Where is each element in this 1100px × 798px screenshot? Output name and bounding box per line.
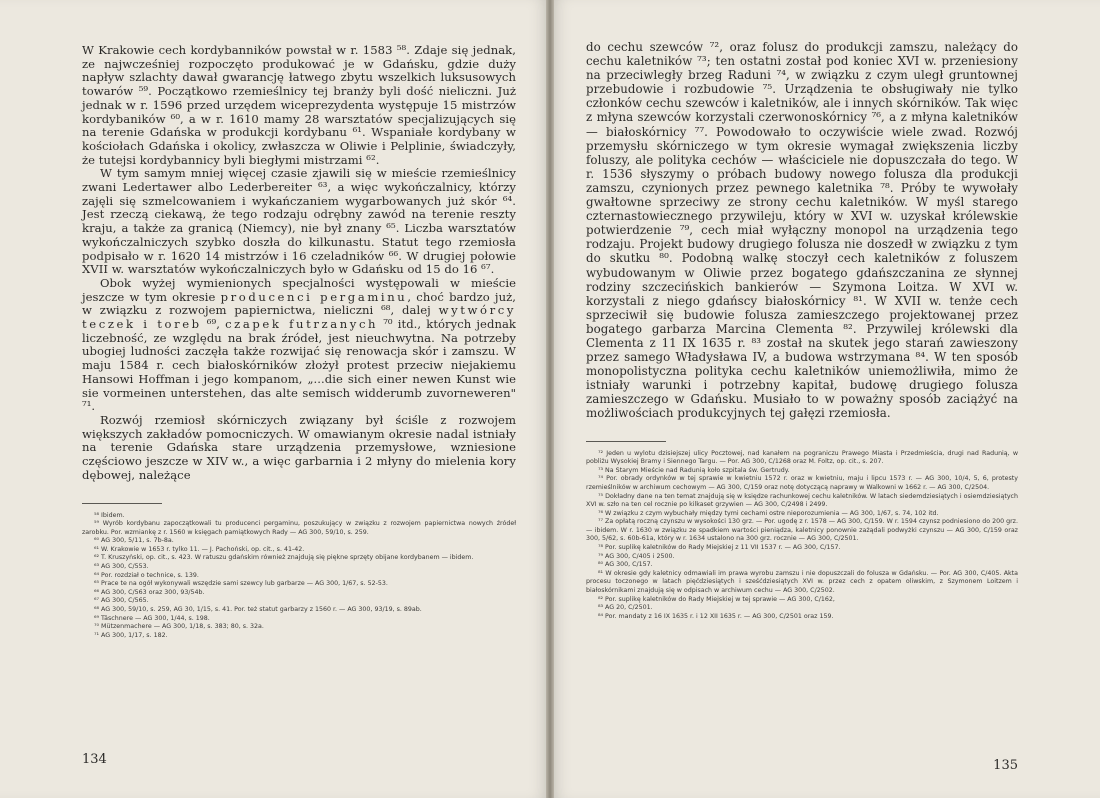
- footnote-72: ⁷² Jeden u wylotu dzisiejszej ulicy Pocztowej, nad kanałem na pograniczu Prawego Miasta i Przedmieścia, drugi nad Radunią, w pobliżu Wysokiej Bramy i Siennego Targu. — Por. AG 300, C/1268 oraz M. Foltz, op. cit., s. 207.: [586, 449, 1018, 466]
- footnote-75: ⁷⁵ Dokładny dane na ten temat znajdują się w księdze rachunkowej cechu kaletników. W latach siedemdziesiątych i osiemdziesiątych XVI w. szło na ten cel rocznie po kilkaset grzywien — AG 300, C/2498 i 2499.: [586, 492, 1018, 509]
- footnote-73: ⁷³ Na Starym Mieście nad Radunią koło szpitala św. Gertrudy.: [598, 466, 790, 474]
- p3-text-a: Obok wyżej wymienionych specjalności występowali w mieście jeszcze w tym okresie: [82, 275, 516, 304]
- footnote-82: ⁸² Por. suplikę kaletników do Rady Miejskiej w tej sprawie — AG 300, C/162,: [598, 595, 835, 603]
- footnote-70: ⁷⁰ Mützenmachere — AG 300, 1/18, s. 383; 80, s. 32a.: [94, 623, 264, 631]
- left-footnote-divider: [82, 503, 162, 504]
- footnote-61: ⁶¹ W. Krakowie w 1653 r. tylko 11. — J. Pachoński, op. cit., s. 41-42.: [94, 545, 305, 553]
- left-body-text: [82, 44, 516, 483]
- footnote-58: ⁵⁸ Ibidem.: [94, 511, 125, 519]
- footnote-63: ⁶³ AG 300, C/553.: [94, 563, 149, 571]
- footnote-79: ⁷⁹ AG 300, C/405 i 2500.: [598, 552, 675, 560]
- p3-spaced-parchment: producenci pergaminu: [220, 289, 408, 304]
- footnote-62: ⁶² T. Kruszyński, op. cit., s. 423. W ratuszu gdańskim również znajdują się piękne sprzęty obijane kordybanem — ibidem.: [94, 554, 474, 562]
- p3-spaced-bags: wytwórcy teczek i toreb: [82, 303, 516, 332]
- footnote-76: ⁷⁶ W związku z czym wybuchały między tymi cechami ostre nieporozumienia — AG 300, 1/67, s. 74, 102 itd.: [598, 509, 939, 517]
- p3-text-g: ⁷⁰ itd., których jednak liczebność, ze względu na brak źródeł, jest nieuchwytna. Na potrzeby ubogiej ludności zaczęła także rozwijać się renowacja skór i zamszu. W maju 1584 r. cech białoskórników złożył protest przeciw niejakiemu Hansowi Hoffman i jego kompanom, „...die sich einer newen Kunst wie sie vormeinen unterstehen, das alte semisch widderumb zuvorneweren" ⁷¹.: [82, 317, 516, 414]
- footnote-65: ⁶⁵ Prace te na ogół wykonywali wszędzie sami szewcy lub garbarze — AG 300, 1/67, s. 52-53.: [94, 580, 388, 588]
- footnote-77: ⁷⁷ Za opłatą roczną czynszu w wysokości 130 grz. — Por. ugodę z r. 1578 — AG 300, C/159. W r. 1594 czynsz podniesiono do 200 grz. — ibidem. W r. 1630 w związku ze spadkiem wartości pieniądza, kaletnicy ponownie zażądali podwyżki czynszu — AG 300, C/159 oraz 300, 5/62, s. 60b-61a, który w r. 1634 ustalono na 300 grz. rocznie — AG 300, C/2501.: [586, 518, 1018, 543]
- footnote-81: ⁸¹ W okresie gdy kaletnicy odmawiali im prawa wyrobu zamszu i nie dopuszczali do folusza w Gdańsku. — Por. AG 300, C/405. Akta procesu toczonego w latach pięćdziesiątych i sześćdziesiątych XVI w. przez cech z opatem oliwskim, z Szymonem Loitzem i białoskórnikami znajdują się w odpisach w archiwum cechu — AG 300, C/2502.: [586, 569, 1018, 595]
- p3-text-e: ⁶⁹,: [201, 317, 226, 332]
- book-gutter: [546, 0, 554, 798]
- footnote-78: ⁷⁸ Por. suplikę kaletników do Rady Miejskiej z 11 VII 1537 r. — AG 300, C/157.: [598, 544, 841, 552]
- footnote-74: ⁷⁴ Por. obrady ordynków w tej sprawie w kwietniu 1572 r. oraz w kwietniu, maju i lipcu 1573 r. — AG 300, 10/4, 5, 6, protesty rzemieślników w archiwum cechowym — AG 300, C/159 oraz notę dotyczącą naprawy w Walkowni w 1662 r. — AG 300, C/2504.: [586, 475, 1018, 491]
- footnote-83: ⁸³ AG 20, C/2501.: [598, 604, 653, 612]
- left-paragraph-2: W tym samym mniej więcej czasie zjawili się w mieście rzemieślnicy zwani Ledertawer albo Lederbereiter ⁶³, a więc wykończalnicy, którzy zajęli się szmelcowaniem i wykańczaniem wygarbowanych już skór ⁶⁴. Jest rzeczą ciekawą, że tego rodzaju odrębny zawód na terenie reszty kraju, a także za granicą (Niemcy), nie był znany ⁶⁵. Liczba warsztatów wykończalniczych szybko doszła do kilkunastu. Statut tego rzemiosła podpisało w r. 1620 14 mistrzów i 16 czeladników ⁶⁶. W drugiej połowie XVII w. warsztatów wykończalniczych było w Gdańsku od 15 do 16 ⁶⁷.: [82, 166, 516, 277]
- right-body-text: [586, 40, 1018, 421]
- right-paragraph-1: do cechu szewców ⁷², oraz folusz do produkcji zamszu, należący do cechu kaletników ⁷³; ten ostatni został pod koniec XVI w. przeniesiony na przeciwległy brzeg Raduni ⁷⁴, w związku z czym uległ gruntownej przebudowie i rozbudowie ⁷⁵. Urządzenia te obsługiwały nie tylko członków cechu szewców i kaletników, ale i innych skórników. Tak więc z młyna szewców korzystali czerwonoskórnicy ⁷⁶, a z młyna kaletników — białoskórnicy ⁷⁷. Powodowało to oczywiście wiele zwad. Rozwój przemysłu skórniczego w tym okresie wymagał zwiększenia liczby foluszy, ale polityka cechów — właściciele nie dopuszczała do tego. W r. 1536 słyszymy o próbach budowy nowego folusza dla produkcji zamszu, czynionych przez pewnego kaletnika ⁷⁸. Próby te wywołały gwałtowne sprzeciwy ze strony cechu kaletników. W myśl starego czternastowiecznego przywileju, który w XVI w. uzyskał królewskie potwierdzenie ⁷⁹, cech miał wyłączny monopol na urządzenia tego rodzaju. Projekt budowy drugiego folusza nie doszedł w związku z tym do skutku ⁸⁰. Podobną walkę stoczył cech kaletników z foluszem wybudowanym w Oliwie przez bogatego gdańszczanina ze słynnej rodziny szczecińskich bankierów — Szymona Loitza. W XVI w. korzystali z niego gdańscy białoskórnicy ⁸¹. W XVII w. tenże cech sprzeciwił się budowie folusza zamieszczego projektowanej przez bogatego garbarza Marcina Clementa ⁸². Przywilej królewski dla Clementa z 11 IX 1635 r. ⁸³ został na skutek jego starań zawieszony przez samego Władysława IV, a budowa wstrzymana ⁸⁴. W ten sposób monopolistyczna polityka cechu kaletników uniemożliwiła, mimo że istniały warunki i potrzebny kapitał, budowę drugiego folusza zamieszczego w Gdańsku. Musiało to w poważny sposób zaciążyć na możliwościach produkcyjnych tej gałęzi rzemiosła.: [586, 40, 1018, 421]
- footnote-64: ⁶⁴ Por. rozdział o technice, s. 139.: [94, 571, 199, 579]
- left-paragraph-3: [82, 277, 516, 414]
- left-paragraph-4: Rozwój rzemiosł skórniczych związany był ściśle z rozwojem większych zakładów pomocniczych. W omawianym okresie nadal istniały na terenie Gdańska stare urządzenia przemysłowe, wzniesione częściowo jeszcze w XIV w., a więc garbarnia i 2 młyny do mielenia kory dębowej, należące: [82, 412, 516, 482]
- footnote-84: ⁸⁴ Por. mandaty z 16 IX 1635 r. i 12 XII 1635 r. — AG 300, C/2501 oraz 159.: [598, 612, 834, 620]
- right-footnotes: [586, 450, 1018, 622]
- right-page: [550, 0, 1100, 798]
- right-footnote-divider: [586, 441, 666, 442]
- p3-spaced-caps: czapek futrzanych: [225, 317, 379, 332]
- footnote-80: ⁸⁰ AG 300, C/157.: [598, 561, 653, 569]
- left-paragraph-1: W Krakowie cech kordybanników powstał w r. 1583 ⁵⁸. Zdaje się jednak, ze najwcześniej rozpoczęto produkować je w Gdańsku, gdzie duży napływ szlachty dawał gwarancję łatwego zbytu wszelkich luksusowych towarów ⁵⁹. Początkowo rzemieślnicy tej branży byli dość nieliczni. Już jednak w r. 1596 przed urzędem wiceprezydenta występuje 15 mistrzów kordybaników ⁶⁰, a w r. 1610 mamy 28 warsztatów specjalizujących się na terenie Gdańska w produkcji kordybanu ⁶¹. Wspaniałe kordybany w kościołach Gdańska i okolicy, zwłaszcza w Oliwie i Pelplinie, świadczyły, że tutejsi kordybannicy byli biegłymi mistrzami ⁶².: [82, 43, 516, 167]
- page-number-right: 135: [993, 758, 1018, 773]
- left-footnotes: [82, 512, 516, 641]
- footnote-60: ⁶⁰ AG 300, 5/11, s. 7b-8a.: [94, 537, 174, 545]
- footnote-69: ⁶⁹ Täschnere — AG 300, 1/44, s. 198.: [94, 614, 210, 622]
- footnote-67: ⁶⁷ AG 300, C/565.: [94, 597, 149, 605]
- footnote-59: ⁵⁹ Wyrób kordybanu zapoczątkowali tu producenci pergaminu, poszukujący w związku z rozwojem papiernictwa nowych źródeł zarobku. Por. wzmiankę z r. 1560 w księgach pamiątkowych Rady — AG 300, 59/10, s. 259.: [82, 520, 516, 536]
- footnote-68: ⁶⁸ AG 300, 59/10, s. 259, AG 30, 1/15, s. 41. Por. też statut garbarzy z 1560 r. — AG 300, 93/19, s. 89ab.: [94, 606, 422, 614]
- page-number-left: 134: [82, 752, 107, 767]
- footnote-71: ⁷¹ AG 300, 1/17, s. 182.: [94, 631, 168, 639]
- p3-text-c: , choć bardzo już, w związku z rozwojem papiernictwa, nieliczni ⁶⁸, dalej: [82, 289, 516, 318]
- footnote-66: ⁶⁶ AG 300, C/563 oraz 300, 93/54b.: [94, 588, 205, 596]
